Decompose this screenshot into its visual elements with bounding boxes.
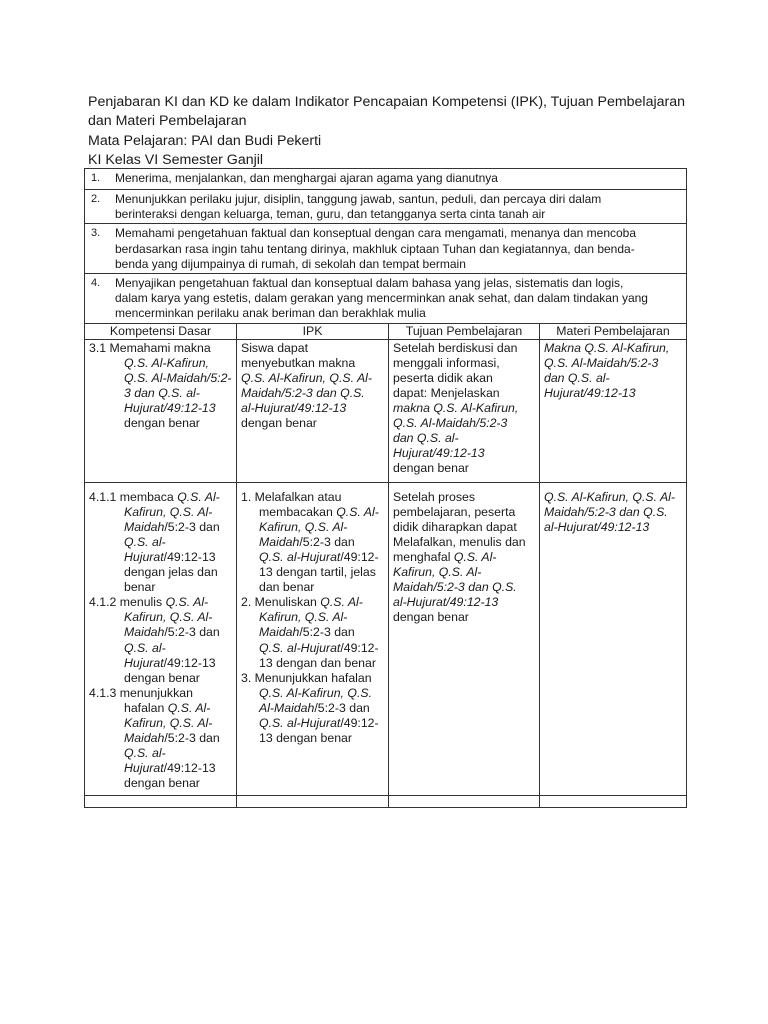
kd-cell: 3.1 Memahami makna Q.S. Al-Kafirun, Q.S. Al-Maidah/5:2- 3 dan Q.S. al- Hujurat/49:12-13 dengan benar [85, 339, 237, 482]
ki-number: 2. [91, 193, 101, 205]
ki-text: Menunjukkan perilaku jujur, disiplin, tanggung jawab, santun, peduli, dan percaya diri dalam berinteraksi dengan keluarga, teman, guru, dan tetangganya serta cinta tanah air [115, 192, 602, 222]
header-subject: Mata Pelajaran: PAI dan Budi Pekerti [88, 132, 322, 149]
ki-number: 3. [91, 227, 101, 240]
column-header-row [85, 323, 687, 339]
column-header: Kompetensi Dasar [85, 323, 237, 339]
ki-row [85, 224, 687, 274]
tujuan-cell: Setelah berdiskusi dan menggali informasi, peserta didik akan dapat: Menjelaskan makna Q.S. Al-Kafirun, Q.S. Al-Maidah/5:2-3 dan Q.S. al- Hujurat/49:12-13 dengan benar [389, 339, 540, 482]
column-header: Materi Pembelajaran [540, 323, 687, 339]
column-header: Tujuan Pembelajaran [389, 323, 540, 339]
tujuan-cell: Setelah proses pembelajaran, peserta didik diharapkan dapat Melafalkan, menulis dan menghafal Q.S. Al- Kafirun, Q.S. Al- Maidah/5:2-3 dan Q.S. al-Hujurat/49:12-13 dengan benar [389, 482, 540, 795]
ipk-cell: 1. Melafalkan atau membacakan Q.S. Al- Kafirun, Q.S. Al- Maidah/5:2-3 dan Q.S. al-Hujurat/49:12- 13 dengan tartil, jelas dan benar 2. Menuliskan Q.S. Al- Kafirun, Q.S. Al- Maidah/5:2-3 dan Q.S. al-Hujurat/49:12- 13 dengan dan benar 3. Menunjukkan hafalan Q.S. Al-Kafirun, Q.S. Al-Maidah/5:2-3 dan Q.S. al-Hujurat/49:12- 13 dengan benar [237, 482, 389, 795]
kikd-table [84, 168, 687, 808]
ki-text: Menerima, menjalankan, dan menghargai ajaran agama yang dianutnya [115, 171, 498, 185]
ki-row [85, 169, 687, 190]
materi-cell: Q.S. Al-Kafirun, Q.S. Al- Maidah/5:2-3 dan Q.S. al-Hujurat/49:12-13 [540, 482, 687, 795]
header-title-line1: Penjabaran KI dan KD ke dalam Indikator Pencapaian Kompetensi (IPK), Tujuan Pembelajaran [88, 94, 686, 110]
header-class: KI Kelas VI Semester Ganjil [88, 152, 264, 169]
empty-row [85, 795, 687, 807]
materi-cell: Makna Q.S. Al-Kafirun, Q.S. Al-Maidah/5:2-3 dan Q.S. al- Hujurat/49:12-13 [540, 339, 687, 482]
table-row [85, 482, 687, 795]
ki-row [85, 190, 687, 224]
ki-number: 1. [91, 172, 101, 184]
ki-row [85, 274, 687, 324]
table-row [85, 339, 687, 482]
ki-text: Memahami pengetahuan faktual dan konseptual dengan cara mengamati, menanya dan mencoba berdasarkan rasa ingin tahu tentang dirinya, makhluk ciptaan Tuhan dan kegiatannya, dan benda- benda yang dijumpainya di rumah, di sekolah dan tempat bermain [115, 226, 637, 271]
header-title-line2: dan Materi Pembelajaran [88, 113, 247, 130]
column-header: IPK [237, 323, 389, 339]
ki-text: Menyajikan pengetahuan faktual dan konseptual dalam bahasa yang jelas, sistematis dan logis, dalam karya yang estetis, dalam gerakan yang mencerminkan anak sehat, dan dalam tindakan yang mencerminkan perilaku anak beriman dan berakhlak mulia [115, 276, 648, 321]
document-header [88, 93, 688, 171]
kd-cell: 4.1.1 membaca Q.S. Al- Kafirun, Q.S. Al- Maidah/5:2-3 dan Q.S. al- Hujurat/49:12-13 dengan jelas dan benar 4.1.2 menulis Q.S. Al- Kafirun, Q.S. Al- Maidah/5:2-3 dan Q.S. al- Hujurat/49:12-13 dengan benar 4.1.3 menunjukkan hafalan Q.S. Al- Kafirun, Q.S. Al- Maidah/5:2-3 dan Q.S. al- Hujurat/49:12-13 dengan benar [85, 482, 237, 795]
ki-number: 4. [91, 277, 101, 290]
ipk-cell: Siswa dapat menyebutkan makna Q.S. Al-Kafirun, Q.S. Al- Maidah/5:2-3 dan Q.S. al-Hujurat/49:12-13 dengan benar [237, 339, 389, 482]
